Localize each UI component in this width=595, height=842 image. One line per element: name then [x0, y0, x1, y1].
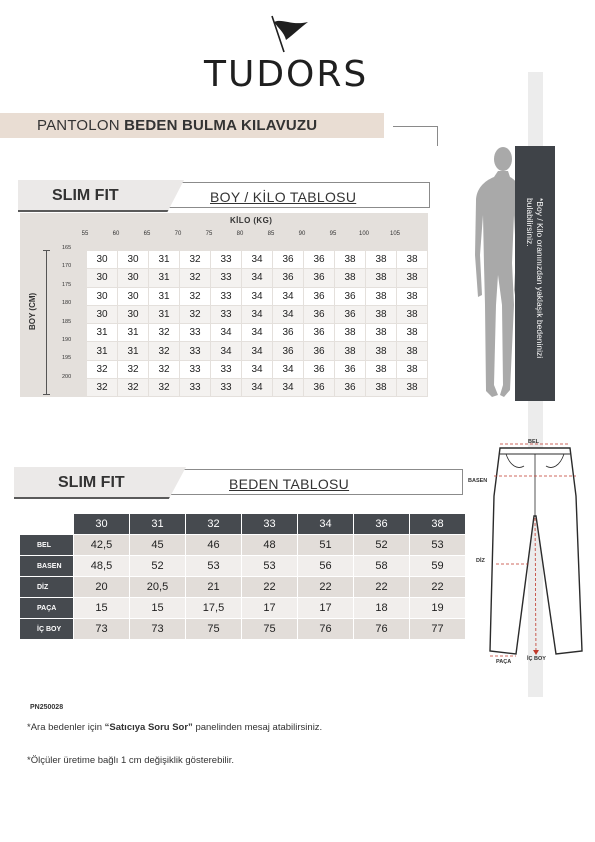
boy-tick: 190 — [62, 337, 72, 343]
boy-tick: 165 — [62, 245, 72, 251]
size-cell: 38 — [397, 379, 427, 396]
measure-cell: 22 — [242, 577, 297, 597]
measure-cell: 21 — [186, 577, 241, 597]
measure-cell: 19 — [410, 598, 465, 618]
kilo-tick: 95 — [329, 231, 337, 237]
diagram-ic-boy-label: İÇ BOY — [527, 656, 546, 662]
size-cell: 34 — [242, 379, 272, 396]
size-cell: 33 — [211, 269, 241, 286]
size-cell: 33 — [180, 324, 210, 341]
boy-kilo-title: BOY / KİLO TABLOSU — [210, 189, 357, 205]
size-cell: 30 — [87, 306, 117, 323]
kilo-tick: 100 — [358, 231, 369, 237]
size-header: 38 — [410, 514, 465, 534]
measure-cell: 20,5 — [130, 577, 185, 597]
kilo-tick: 90 — [298, 231, 306, 237]
boy-kilo-header-box — [168, 182, 430, 208]
size-cell: 34 — [242, 269, 272, 286]
measure-cell: 52 — [130, 556, 185, 576]
size-cell: 38 — [397, 324, 427, 341]
size-cell: 36 — [273, 324, 303, 341]
size-cell: 32 — [180, 288, 210, 305]
kilo-tick: 75 — [205, 231, 213, 237]
note-olculer: *Ölçüler üretime bağlı 1 cm değişiklik gösterebilir. — [27, 755, 234, 766]
kilo-tick: 80 — [236, 231, 244, 237]
measure-cell: 56 — [298, 556, 353, 576]
size-cell: 34 — [242, 306, 272, 323]
kilo-tick: 70 — [174, 231, 182, 237]
size-cell: 38 — [366, 361, 396, 378]
size-cell: 31 — [87, 342, 117, 359]
size-cell: 38 — [397, 288, 427, 305]
measure-name: BEL — [20, 535, 73, 555]
table-row — [87, 342, 427, 359]
measure-cell: 59 — [410, 556, 465, 576]
table-row — [20, 535, 465, 555]
measure-cell: 17 — [298, 598, 353, 618]
measure-cell: 22 — [298, 577, 353, 597]
measure-cell: 52 — [354, 535, 409, 555]
size-cell: 32 — [118, 379, 148, 396]
measure-cell: 75 — [186, 619, 241, 639]
size-cell: 36 — [304, 361, 334, 378]
product-code: PN250028 — [30, 704, 64, 711]
beden-table — [19, 513, 466, 640]
measure-cell: 42,5 — [74, 535, 129, 555]
boy-tick: 200 — [62, 373, 72, 380]
page-title — [37, 117, 317, 134]
kilo-tick: 85 — [267, 231, 275, 237]
size-header: 30 — [74, 514, 129, 534]
diagram-paca-label: PAÇA — [496, 659, 512, 665]
size-cell: 30 — [118, 288, 148, 305]
size-cell: 30 — [87, 288, 117, 305]
size-cell: 31 — [118, 324, 148, 341]
table-row — [20, 556, 465, 576]
measure-name: BASEN — [20, 556, 73, 576]
table-row — [87, 306, 427, 323]
size-cell: 36 — [335, 379, 365, 396]
brand-name: TUDORS — [204, 54, 369, 95]
size-cell: 36 — [273, 269, 303, 286]
size-cell: 32 — [87, 361, 117, 378]
measure-cell: 45 — [130, 535, 185, 555]
measure-cell: 76 — [298, 619, 353, 639]
measure-name: İÇ BOY — [20, 619, 73, 639]
size-cell: 34 — [273, 379, 303, 396]
size-cell: 38 — [335, 342, 365, 359]
size-cell: 30 — [118, 269, 148, 286]
note-ara-beden — [27, 722, 322, 733]
brand-logo — [200, 14, 370, 95]
measure-cell: 51 — [298, 535, 353, 555]
size-cell: 36 — [335, 361, 365, 378]
measure-cell: 73 — [130, 619, 185, 639]
measure-cell: 17,5 — [186, 598, 241, 618]
slim-fit-label-2: SLIM FIT — [58, 474, 125, 491]
boy-tick: 170 — [62, 263, 72, 270]
size-cell: 33 — [211, 306, 241, 323]
measure-cell: 48,5 — [74, 556, 129, 576]
size-cell: 36 — [335, 288, 365, 305]
size-cell: 36 — [273, 342, 303, 359]
diagram-basen-label: BASEN — [468, 478, 488, 484]
size-cell: 38 — [366, 342, 396, 359]
size-header: 31 — [130, 514, 185, 534]
beden-table-corner — [20, 514, 73, 534]
measure-name: PAÇA — [20, 598, 73, 618]
diagram-bel-label: BEL — [528, 439, 539, 445]
table-row — [87, 324, 427, 341]
kilo-tick: 105 — [389, 231, 400, 237]
measure-cell: 46 — [186, 535, 241, 555]
size-cell: 34 — [242, 251, 272, 268]
size-cell: 31 — [149, 269, 179, 286]
kilo-axis-label: KİLO (KG) — [230, 216, 273, 225]
size-cell: 34 — [211, 324, 241, 341]
size-cell: 33 — [211, 379, 241, 396]
beden-header-box — [169, 469, 463, 495]
boy-tick: 185 — [62, 318, 72, 325]
note1-pre: *Ara bedenler için — [27, 722, 105, 733]
size-cell: 38 — [397, 361, 427, 378]
diagram-diz-label: DİZ — [476, 558, 485, 564]
size-cell: 38 — [335, 251, 365, 268]
size-cell: 36 — [304, 251, 334, 268]
size-header: 32 — [186, 514, 241, 534]
size-cell: 33 — [211, 251, 241, 268]
table-row — [20, 619, 465, 639]
size-cell: 31 — [87, 324, 117, 341]
note1-bold: “Satıcıya Soru Sor” — [104, 722, 193, 733]
measure-cell: 77 — [410, 619, 465, 639]
table-row — [87, 379, 427, 396]
boy-kilo-info-text: *Boy / Kilo oranınızdan yaklaşık bedeninizi bulabilirsiniz. — [525, 198, 545, 359]
size-cell: 38 — [397, 269, 427, 286]
size-cell: 36 — [304, 306, 334, 323]
size-cell: 38 — [366, 379, 396, 396]
size-cell: 34 — [242, 324, 272, 341]
measure-cell: 75 — [242, 619, 297, 639]
size-cell: 34 — [273, 288, 303, 305]
table-row — [87, 288, 427, 305]
size-cell: 34 — [242, 342, 272, 359]
measure-cell: 15 — [74, 598, 129, 618]
title-part1: PANTOLON — [37, 117, 125, 134]
size-cell: 38 — [366, 251, 396, 268]
size-cell: 38 — [335, 269, 365, 286]
title-part2: BEDEN BULMA KILAVUZU — [124, 117, 318, 134]
kilo-tick: 55 — [81, 231, 89, 237]
boy-kilo-header — [18, 180, 430, 212]
size-cell: 32 — [180, 306, 210, 323]
measure-cell: 18 — [354, 598, 409, 618]
size-cell: 31 — [149, 251, 179, 268]
size-header: 34 — [298, 514, 353, 534]
size-cell: 32 — [180, 251, 210, 268]
measure-cell: 58 — [354, 556, 409, 576]
boy-tick: 175 — [62, 281, 72, 288]
size-cell: 32 — [149, 342, 179, 359]
note1-post: panelinden mesaj atabilirsiniz. — [192, 722, 323, 733]
measure-cell: 15 — [130, 598, 185, 618]
boy-tick: 180 — [62, 300, 72, 307]
flag-icon — [264, 14, 310, 54]
size-cell: 33 — [180, 379, 210, 396]
measure-cell: 53 — [186, 556, 241, 576]
size-header: 36 — [354, 514, 409, 534]
measure-cell: 53 — [410, 535, 465, 555]
kilo-tick: 65 — [143, 231, 151, 237]
size-cell: 32 — [149, 324, 179, 341]
measure-cell: 48 — [242, 535, 297, 555]
size-cell: 38 — [366, 288, 396, 305]
table-row — [87, 269, 427, 286]
measure-cell: 17 — [242, 598, 297, 618]
size-cell: 32 — [149, 379, 179, 396]
size-header: 33 — [242, 514, 297, 534]
size-cell: 32 — [87, 379, 117, 396]
size-cell: 36 — [304, 379, 334, 396]
size-cell: 33 — [180, 342, 210, 359]
measure-cell: 53 — [242, 556, 297, 576]
table-row — [20, 598, 465, 618]
size-cell: 36 — [335, 306, 365, 323]
title-divider-tick — [437, 126, 438, 146]
size-cell: 32 — [180, 269, 210, 286]
size-cell: 31 — [118, 342, 148, 359]
size-cell: 36 — [304, 269, 334, 286]
table-row — [87, 361, 427, 378]
size-cell: 30 — [118, 306, 148, 323]
boy-axis-arrow — [46, 250, 47, 395]
beden-header — [14, 467, 463, 499]
size-cell: 36 — [273, 251, 303, 268]
size-cell: 34 — [273, 306, 303, 323]
measure-name: DİZ — [20, 577, 73, 597]
size-cell: 36 — [304, 342, 334, 359]
beden-title: BEDEN TABLOSU — [229, 476, 350, 492]
size-cell: 38 — [335, 324, 365, 341]
size-cell: 30 — [118, 251, 148, 268]
size-cell: 38 — [366, 269, 396, 286]
table-row — [87, 251, 427, 268]
size-cell: 33 — [211, 288, 241, 305]
body-silhouette-icon — [470, 145, 520, 400]
measure-cell: 22 — [410, 577, 465, 597]
size-cell: 33 — [211, 361, 241, 378]
size-cell: 34 — [242, 288, 272, 305]
size-cell: 34 — [242, 361, 272, 378]
measure-cell: 76 — [354, 619, 409, 639]
measure-cell: 20 — [74, 577, 129, 597]
size-cell: 30 — [87, 251, 117, 268]
size-cell: 32 — [149, 361, 179, 378]
size-cell: 38 — [366, 324, 396, 341]
title-divider — [393, 126, 437, 127]
size-cell: 34 — [273, 361, 303, 378]
size-cell: 38 — [397, 251, 427, 268]
size-cell: 30 — [87, 269, 117, 286]
size-cell: 38 — [397, 342, 427, 359]
boy-axis-label: BOY (CM) — [28, 292, 37, 330]
boy-tick: 195 — [62, 355, 72, 362]
table-row — [20, 577, 465, 597]
size-cell: 36 — [304, 324, 334, 341]
size-cell: 32 — [118, 361, 148, 378]
size-cell: 34 — [211, 342, 241, 359]
size-cell: 38 — [397, 306, 427, 323]
boy-kilo-table — [86, 250, 428, 397]
measure-cell: 73 — [74, 619, 129, 639]
kilo-tick: 60 — [112, 231, 120, 237]
pants-diagram-icon — [470, 436, 590, 666]
size-cell: 38 — [366, 306, 396, 323]
measure-cell: 22 — [354, 577, 409, 597]
size-cell: 31 — [149, 306, 179, 323]
size-cell: 31 — [149, 288, 179, 305]
slim-fit-label-1: SLIM FIT — [52, 187, 119, 204]
size-cell: 33 — [180, 361, 210, 378]
size-cell: 36 — [304, 288, 334, 305]
